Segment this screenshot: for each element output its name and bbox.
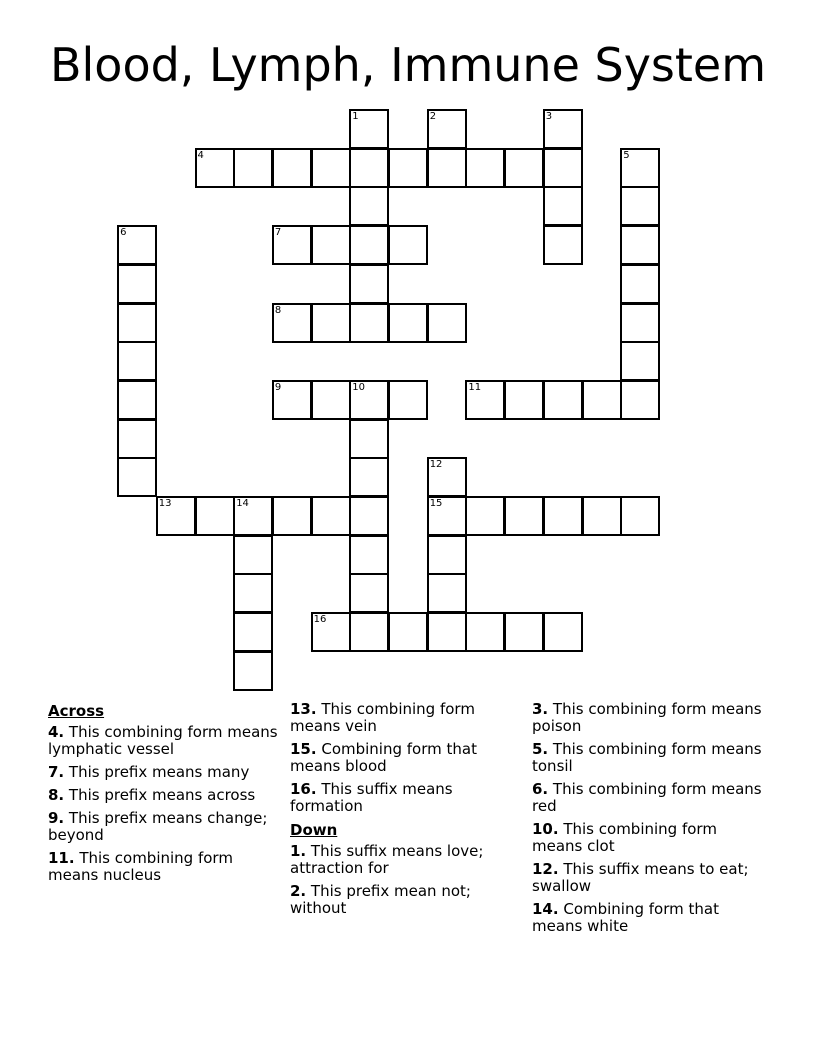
clue-number: 11. [48,849,75,867]
grid-cell[interactable] [349,612,389,652]
grid-cell[interactable] [195,496,235,536]
clue-down-3 [532,701,762,735]
grid-cell[interactable] [543,109,583,149]
grid-cell[interactable] [349,380,389,420]
clue-text: This suffix means to eat; swallow [532,860,749,895]
clue-down-2 [290,883,520,917]
grid-cell[interactable] [117,380,157,420]
grid-cell[interactable] [504,380,544,420]
grid-cell[interactable] [620,341,660,381]
grid-cell[interactable] [349,186,389,226]
clue-text: This prefix means many [64,763,250,781]
grid-cell[interactable] [427,573,467,613]
clue-number: 12. [532,860,559,878]
cell-number: 12 [429,459,443,471]
clue-column-2 [290,701,520,923]
grid-cell[interactable] [156,496,196,536]
grid-cell[interactable] [504,612,544,652]
clue-down-10 [532,821,762,855]
clue-text: This prefix mean not; without [290,882,471,917]
grid-cell[interactable] [233,651,273,691]
grid-cell[interactable] [117,457,157,497]
grid-cell[interactable] [388,303,428,343]
clue-number: 7. [48,763,65,781]
clue-text: This combining form means nucleus [48,849,233,884]
clue-down-14 [532,901,762,935]
grid-cell[interactable] [272,496,312,536]
grid-cell[interactable] [543,186,583,226]
grid-cell[interactable] [620,225,660,265]
cell-number: 2 [429,111,437,122]
clue-across-11 [48,850,278,884]
grid-cell[interactable] [272,225,312,265]
grid-cell[interactable] [349,303,389,343]
cell-number: 5 [623,149,630,161]
clue-across-13 [290,701,520,735]
clue-number: 5. [532,740,549,758]
grid-cell[interactable] [465,148,505,188]
grid-cell[interactable] [311,380,351,420]
grid-cell[interactable] [233,148,273,188]
grid-cell[interactable] [349,496,389,536]
clues-section [0,701,816,961]
clue-down-1 [290,843,520,877]
down-heading: Down [290,821,338,839]
grid-cell[interactable] [311,303,351,343]
grid-cell[interactable] [543,380,583,420]
grid-cell[interactable] [427,457,467,497]
grid-cell[interactable] [388,148,428,188]
grid-cell[interactable] [465,496,505,536]
cell-number: 1 [352,111,359,122]
grid-cell[interactable] [233,573,273,613]
clue-number: 2. [290,882,307,900]
grid-cell[interactable] [349,109,389,149]
grid-cell[interactable] [388,612,428,652]
cell-number: 13 [158,498,172,509]
grid-cell[interactable] [349,264,389,304]
cell-number: 3 [545,111,553,122]
grid-cell[interactable] [388,380,428,420]
grid-cell[interactable] [117,303,157,343]
cell-number: 11 [468,381,482,393]
clue-text: This combining form means tonsil [532,740,762,775]
clue-number: 9. [48,809,65,827]
grid-cell[interactable] [311,225,351,265]
clue-down-5 [532,741,762,775]
clue-text: This suffix means love; attraction for [290,842,484,877]
cell-number: 10 [352,381,366,393]
grid-cell[interactable] [195,148,235,188]
clue-text: This combining form means clot [532,820,717,855]
grid-cell[interactable] [117,225,157,265]
clue-text: This combining form means red [532,780,762,815]
clue-number: 10. [532,820,559,838]
clue-text: This prefix means change; beyond [48,809,268,844]
grid-cell[interactable] [543,496,583,536]
clue-text: Combining form that means blood [290,740,477,775]
clue-across-9 [48,810,278,844]
grid-cell[interactable] [311,612,351,652]
grid-cell[interactable] [543,148,583,188]
clue-number: 8. [48,786,65,804]
grid-cell[interactable] [311,496,351,536]
grid-cell[interactable] [582,380,622,420]
cell-number: 7 [274,227,282,239]
cell-number: 14 [236,498,249,509]
grid-cell[interactable] [427,535,467,575]
cell-number: 8 [274,304,282,316]
grid-cell[interactable] [620,380,660,420]
clue-text: This combining form means poison [532,700,762,735]
grid-cell[interactable] [620,303,660,343]
clue-number: 4. [48,723,65,741]
clue-down-6 [532,781,762,815]
cell-number: 9 [274,381,282,393]
clue-text: Combining form that means white [532,900,719,935]
grid-cell[interactable] [427,303,467,343]
clue-column-1 [48,701,278,890]
grid-cell[interactable] [233,496,273,536]
clue-across-4 [48,724,278,758]
grid-cell[interactable] [427,148,467,188]
grid-cell[interactable] [117,341,157,381]
grid-cell[interactable] [427,612,467,652]
clue-number: 15. [290,740,317,758]
clue-number: 1. [290,842,307,860]
grid-cell[interactable] [543,225,583,265]
clue-across-8 [48,787,278,804]
clue-number: 16. [290,780,317,798]
grid-cell[interactable] [349,225,389,265]
grid-cell[interactable] [388,225,428,265]
grid-cell[interactable] [117,264,157,304]
grid-cell[interactable] [117,419,157,459]
clue-column-3 [532,701,762,941]
grid-cell[interactable] [620,186,660,226]
grid-cell[interactable] [233,535,273,575]
clue-number: 3. [532,700,549,718]
grid-cell[interactable] [233,612,273,652]
grid-cell[interactable] [349,419,389,459]
clue-down-12 [532,861,762,895]
grid-cell[interactable] [620,496,660,536]
grid-cell[interactable] [349,535,389,575]
clue-text: This combining form means lymphatic vessel [48,723,278,758]
clue-text: This combining form means vein [290,700,475,735]
grid-cell[interactable] [349,573,389,613]
grid-cell[interactable] [427,109,467,149]
clue-across-7 [48,764,278,781]
grid-cell[interactable] [543,612,583,652]
clue-number: 14. [532,900,559,918]
grid-cell[interactable] [620,264,660,304]
grid-cell[interactable] [465,612,505,652]
grid-cell[interactable] [582,496,622,536]
page-title: Blood, Lymph, Immune System [49,38,767,92]
grid-cell[interactable] [272,148,312,188]
grid-cell[interactable] [465,380,505,420]
grid-cell[interactable] [504,148,544,188]
grid-cell[interactable] [311,148,351,188]
grid-cell[interactable] [272,380,312,420]
cell-number: 4 [197,149,204,161]
clue-across-15 [290,741,520,775]
clue-text: This prefix means across [64,786,256,804]
cell-number: 6 [120,227,127,239]
grid-cell[interactable] [620,148,660,188]
grid-cell[interactable] [349,148,389,188]
clue-number: 6. [532,780,549,798]
cell-number: 16 [313,614,327,626]
grid-cell[interactable] [349,457,389,497]
clue-across-16 [290,781,520,815]
clue-number: 13. [290,700,317,718]
grid-cell[interactable] [427,496,467,536]
clue-text: This suffix means formation [290,780,453,815]
grid-cell[interactable] [272,303,312,343]
grid-cell[interactable] [504,496,544,536]
across-heading: Across [48,702,105,720]
cell-number: 15 [429,498,443,509]
